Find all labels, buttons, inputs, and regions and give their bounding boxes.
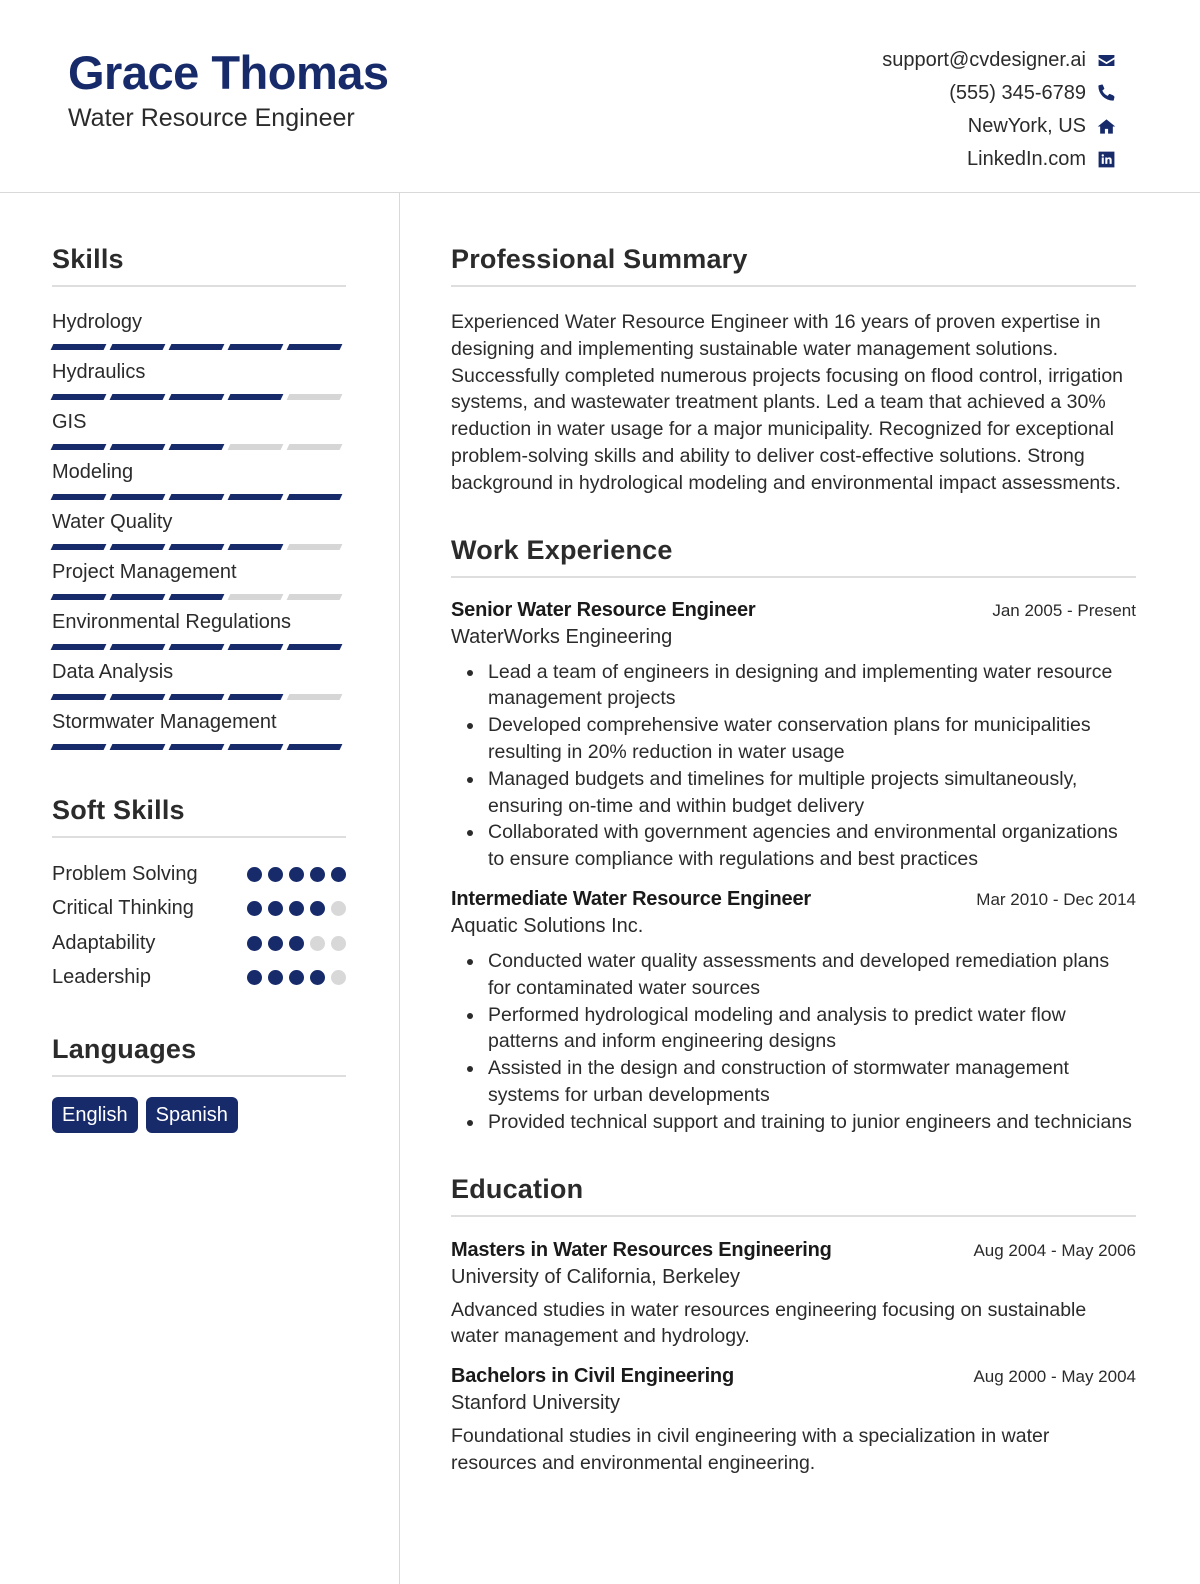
skill-level-segment xyxy=(169,744,225,750)
skill-level-segment xyxy=(228,544,284,550)
skill-name: Hydrology xyxy=(52,311,143,333)
skill-item xyxy=(52,559,346,601)
contact-location xyxy=(882,110,1116,143)
skill-item xyxy=(52,659,346,701)
skill-level-segment xyxy=(287,744,343,750)
skill-level-bar xyxy=(52,594,346,601)
degree-title: Masters in Water Resources Engineering xyxy=(451,1238,832,1261)
skill-level-segment xyxy=(51,344,107,350)
education-header xyxy=(451,1239,1136,1262)
skill-level-segment xyxy=(169,644,225,650)
skill-level-segment xyxy=(110,644,166,650)
rating-dot xyxy=(310,936,325,951)
rating-dot xyxy=(310,867,325,882)
job-header xyxy=(451,888,1136,911)
skill-level-segment xyxy=(51,444,107,450)
language-badge: Spanish xyxy=(146,1097,238,1133)
skill-level-segment xyxy=(287,444,343,450)
skill-level-bar xyxy=(52,744,346,751)
soft-skill-rating xyxy=(247,970,346,985)
skill-level-segment xyxy=(169,394,225,400)
job-bullet: Developed comprehensive water conservation plans for municipalities resulting in 20% reduction in water usage xyxy=(451,712,1136,766)
contact-linkedin-text: LinkedIn.com xyxy=(967,148,1086,170)
envelope-icon xyxy=(1096,51,1116,71)
soft-skill-name: Problem Solving xyxy=(52,862,198,885)
skill-name: Environmental Regulations xyxy=(52,611,292,633)
skill-level-segment xyxy=(110,494,166,500)
rating-dot xyxy=(268,936,283,951)
soft-skill-rating xyxy=(247,936,346,951)
skill-name: Stormwater Management xyxy=(52,711,277,733)
skill-level-segment xyxy=(228,694,284,700)
skill-item xyxy=(52,609,346,651)
job-company: Aquatic Solutions Inc. xyxy=(451,914,644,937)
rating-dot xyxy=(331,901,346,916)
skill-level-segment xyxy=(287,594,343,600)
soft-skill-name: Leadership xyxy=(52,966,151,989)
languages-title: Languages xyxy=(52,1034,346,1077)
right-column xyxy=(451,244,1136,1477)
home-icon xyxy=(1096,117,1116,137)
soft-skill-item xyxy=(52,926,346,961)
left-column xyxy=(52,244,346,1133)
rating-dot xyxy=(331,867,346,882)
soft-skill-name: Adaptability xyxy=(52,931,156,954)
education-entry xyxy=(451,1365,1136,1477)
job-bullet: Conducted water quality assessments and developed remediation plans for contaminated water sources xyxy=(451,948,1136,1002)
phone-icon xyxy=(1096,84,1116,104)
skills-title: Skills xyxy=(52,244,346,287)
skill-level-segment xyxy=(287,344,343,350)
job-bullets xyxy=(451,659,1136,873)
education-description: Advanced studies in water resources engineering focusing on sustainable water management and hydrology. xyxy=(451,1298,1087,1348)
skill-level-segment xyxy=(169,344,225,350)
summary-text: Experienced Water Resource Engineer with 16 years of proven expertise in designing and implementing sustainable water management solutions. Successfully completed numerous projects focusing on flood control, irrigation systems, and wastewater treatment plants. Led a team that achieved a 30% reduction in water usage for a major municipality. Recognized for exceptional problem-solving skills and ability to deliver cost-effective solutions. Strong background in hydrological modeling and environmental impact assessments. xyxy=(451,311,1124,494)
skill-level-segment xyxy=(110,544,166,550)
skill-level-bar xyxy=(52,694,346,701)
skill-level-segment xyxy=(169,494,225,500)
skill-level-segment xyxy=(228,594,284,600)
job-entry xyxy=(451,599,1136,873)
candidate-role: Water Resource Engineer xyxy=(68,104,355,132)
rating-dot xyxy=(331,970,346,985)
rating-dot xyxy=(268,970,283,985)
skill-level-bar xyxy=(52,544,346,551)
school-name: University of California, Berkeley xyxy=(451,1265,740,1288)
skill-name: Modeling xyxy=(52,461,134,483)
skill-level-segment xyxy=(51,494,107,500)
contact-linkedin[interactable] xyxy=(882,143,1116,176)
soft-skill-name: Critical Thinking xyxy=(52,897,194,920)
skill-level-segment xyxy=(228,444,284,450)
soft-skill-item xyxy=(52,892,346,927)
skill-name: Water Quality xyxy=(52,511,173,533)
skill-item xyxy=(52,309,346,351)
contact-phone-text: (555) 345-6789 xyxy=(949,82,1086,104)
contact-email[interactable] xyxy=(882,44,1116,77)
skill-level-segment xyxy=(51,694,107,700)
contact-list xyxy=(882,44,1116,176)
skill-level-segment xyxy=(287,644,343,650)
skill-level-segment xyxy=(51,744,107,750)
summary-title: Professional Summary xyxy=(451,244,1136,287)
skill-level-segment xyxy=(110,694,166,700)
skill-level-bar xyxy=(52,444,346,451)
skill-level-bar xyxy=(52,394,346,401)
rating-dot xyxy=(289,867,304,882)
education-list xyxy=(451,1239,1136,1477)
languages-list xyxy=(52,1097,346,1133)
contact-email-text: support@cvdesigner.ai xyxy=(882,49,1086,71)
rating-dot xyxy=(289,936,304,951)
resume-header xyxy=(0,0,1200,193)
skill-level-segment xyxy=(287,694,343,700)
skill-level-segment xyxy=(228,644,284,650)
rating-dot xyxy=(247,936,262,951)
skill-level-segment xyxy=(287,544,343,550)
job-entry xyxy=(451,888,1136,1136)
degree-title: Bachelors in Civil Engineering xyxy=(451,1365,734,1388)
job-bullet: Performed hydrological modeling and analysis to predict water flow patterns and inform engineering designs xyxy=(451,1002,1136,1056)
job-date: Mar 2010 - Dec 2014 xyxy=(976,889,1136,909)
soft-skill-item xyxy=(52,857,346,892)
skills-list xyxy=(52,309,346,751)
rating-dot xyxy=(289,970,304,985)
education-header xyxy=(451,1365,1136,1388)
soft-skill-rating xyxy=(247,867,346,882)
skill-level-segment xyxy=(51,594,107,600)
skill-item xyxy=(52,509,346,551)
job-bullet: Lead a team of engineers in designing and implementing water resource management projects xyxy=(451,659,1136,713)
soft-skills-list xyxy=(52,857,346,995)
language-badge: English xyxy=(52,1097,138,1133)
skill-level-segment xyxy=(169,544,225,550)
skill-item xyxy=(52,709,346,751)
job-title: Senior Water Resource Engineer xyxy=(451,598,756,621)
skill-level-segment xyxy=(228,344,284,350)
education-entry xyxy=(451,1239,1136,1351)
rating-dot xyxy=(247,867,262,882)
skill-item xyxy=(52,409,346,451)
rating-dot xyxy=(310,901,325,916)
skill-name: Project Management xyxy=(52,561,237,583)
rating-dot xyxy=(289,901,304,916)
skill-level-segment xyxy=(228,494,284,500)
contact-location-text: NewYork, US xyxy=(967,115,1086,137)
job-header xyxy=(451,599,1136,622)
skill-level-segment xyxy=(110,594,166,600)
experience-title: Work Experience xyxy=(451,535,1136,578)
rating-dot xyxy=(247,901,262,916)
skill-name: Hydraulics xyxy=(52,361,146,383)
skill-item xyxy=(52,459,346,501)
skill-level-segment xyxy=(169,444,225,450)
job-bullet: Managed budgets and timelines for multiple projects simultaneously, ensuring on-time and within budget delivery xyxy=(451,766,1136,820)
linkedin-icon xyxy=(1096,150,1116,170)
job-date: Jan 2005 - Present xyxy=(992,600,1136,620)
jobs-list xyxy=(451,599,1136,1136)
job-bullet: Provided technical support and training to junior engineers and technicians xyxy=(451,1109,1136,1136)
skill-level-segment xyxy=(287,494,343,500)
rating-dot xyxy=(268,901,283,916)
skill-level-bar xyxy=(52,344,346,351)
skill-name: GIS xyxy=(52,411,87,433)
job-bullet: Collaborated with government agencies and environmental organizations to ensure compliance with regulations and best practices xyxy=(451,819,1136,873)
candidate-name: Grace Thomas xyxy=(68,46,389,99)
skill-level-segment xyxy=(51,644,107,650)
skill-level-segment xyxy=(228,744,284,750)
skill-level-segment xyxy=(169,694,225,700)
contact-phone[interactable] xyxy=(882,77,1116,110)
soft-skills-title: Soft Skills xyxy=(52,795,346,838)
column-divider xyxy=(399,193,400,1584)
skill-level-segment xyxy=(287,394,343,400)
skill-level-segment xyxy=(169,594,225,600)
skill-level-segment xyxy=(228,394,284,400)
skill-item xyxy=(52,359,346,401)
skill-level-segment xyxy=(110,744,166,750)
skill-level-bar xyxy=(52,494,346,501)
education-title: Education xyxy=(451,1174,1136,1217)
soft-skill-item xyxy=(52,961,346,996)
skill-level-segment xyxy=(51,544,107,550)
education-date: Aug 2004 - May 2006 xyxy=(973,1240,1136,1260)
rating-dot xyxy=(247,970,262,985)
job-bullets xyxy=(451,948,1136,1136)
school-name: Stanford University xyxy=(451,1392,620,1415)
soft-skill-rating xyxy=(247,901,346,916)
rating-dot xyxy=(310,970,325,985)
job-company: WaterWorks Engineering xyxy=(451,625,673,648)
rating-dot xyxy=(331,936,346,951)
skill-level-segment xyxy=(110,444,166,450)
job-title: Intermediate Water Resource Engineer xyxy=(451,887,811,910)
skill-level-segment xyxy=(110,344,166,350)
education-date: Aug 2000 - May 2004 xyxy=(973,1367,1136,1387)
education-description: Foundational studies in civil engineering with a specialization in water resources and environmental engineering. xyxy=(451,1425,1050,1474)
skill-level-bar xyxy=(52,644,346,651)
job-bullet: Assisted in the design and construction of stormwater management systems for urban developments xyxy=(451,1055,1136,1109)
skill-name: Data Analysis xyxy=(52,661,174,683)
skill-level-segment xyxy=(51,394,107,400)
rating-dot xyxy=(268,867,283,882)
skill-level-segment xyxy=(110,394,166,400)
